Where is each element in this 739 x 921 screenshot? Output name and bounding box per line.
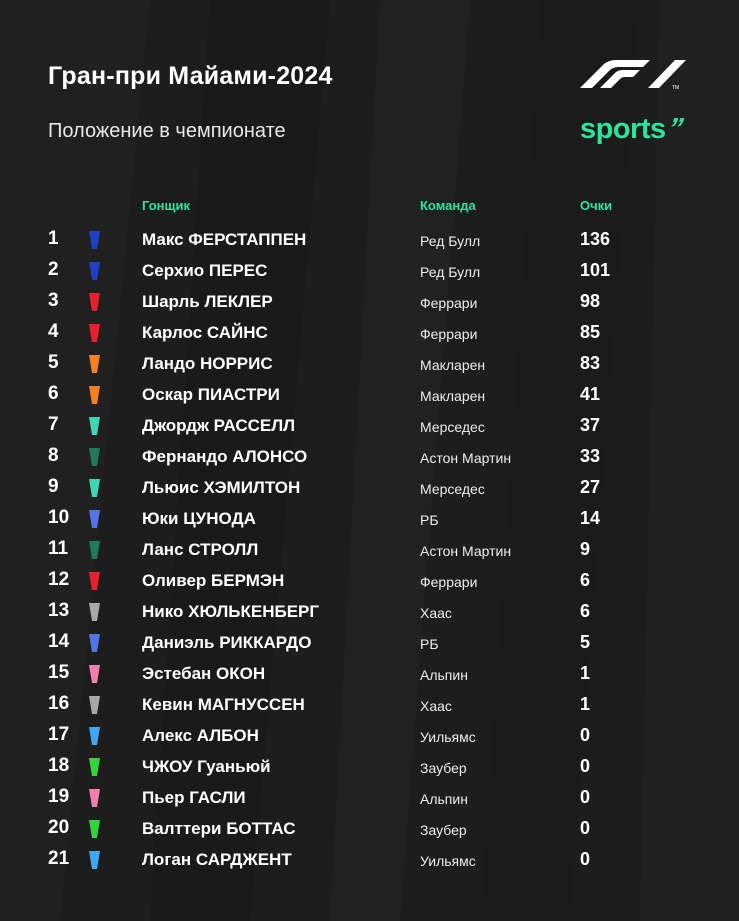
table-row: [0, 596, 739, 627]
position-number: 14: [48, 631, 70, 652]
team-color-icon: [86, 386, 102, 404]
team-color-icon: [86, 634, 102, 652]
table-row: [0, 224, 739, 255]
driver-name: Ландо НОРРИС: [142, 354, 273, 373]
points-value: 136: [580, 229, 611, 249]
points-value: 0: [580, 756, 591, 776]
team-color-icon: [86, 696, 102, 714]
team-color-icon: [86, 293, 102, 311]
driver-name: Фернандо АЛОНСО: [142, 447, 308, 466]
points-value: 1: [580, 663, 591, 683]
points-value: 33: [580, 446, 601, 466]
table-row: [0, 503, 739, 534]
driver-name: Серхио ПЕРЕС: [142, 261, 268, 280]
driver-name: Пьер ГАСЛИ: [142, 788, 246, 807]
team-name: Астон Мартин: [420, 450, 512, 466]
table-row: [0, 813, 739, 844]
position-number: 10: [48, 507, 70, 528]
table-row: [0, 689, 739, 720]
table-row: [0, 534, 739, 565]
position-number: 8: [48, 445, 59, 466]
team-color-icon: [86, 572, 102, 590]
points-value: 0: [580, 818, 591, 838]
table-row: [0, 720, 739, 751]
position-number: 18: [48, 755, 70, 776]
driver-name: Алекс АЛБОН: [142, 726, 259, 745]
position-number: 7: [48, 414, 59, 435]
driver-name: Логан САРДЖЕНТ: [142, 850, 292, 869]
position-number: 3: [48, 290, 59, 311]
points-value: 0: [580, 849, 591, 869]
points-value: 37: [580, 415, 601, 435]
f1-logo-icon: [578, 58, 688, 90]
team-name: Мерседес: [420, 419, 485, 435]
team-color-icon: [86, 510, 102, 528]
team-color-icon: [86, 479, 102, 497]
points-value: 6: [580, 570, 591, 590]
team-name: Хаас: [420, 605, 452, 621]
driver-name: Джордж РАССЕЛЛ: [142, 416, 296, 435]
position-number: 13: [48, 600, 70, 621]
driver-name: Макс ФЕРСТАППЕН: [142, 230, 307, 249]
team-name: Хаас: [420, 698, 452, 714]
sports-logo-mark: ”: [661, 113, 688, 145]
team-name: Феррари: [420, 326, 478, 342]
position-number: 16: [48, 693, 70, 714]
driver-name: Эстебан ОКОН: [142, 664, 266, 683]
table-row: [0, 348, 739, 379]
team-name: Уильямс: [420, 853, 476, 869]
team-color-icon: [86, 324, 102, 342]
position-number: 2: [48, 259, 59, 280]
page-title: Гран-при Майами-2024: [48, 62, 333, 90]
column-header-points: Очки: [580, 198, 613, 213]
team-name: Уильямс: [420, 729, 476, 745]
driver-name: Валттери БОТТАС: [142, 819, 296, 838]
position-number: 20: [48, 817, 70, 838]
team-color-icon: [86, 541, 102, 559]
team-color-icon: [86, 758, 102, 776]
team-name: Ред Булл: [420, 233, 481, 249]
table-row: [0, 255, 739, 286]
team-name: Заубер: [420, 760, 467, 776]
team-name: Феррари: [420, 574, 478, 590]
driver-name: Оскар ПИАСТРИ: [142, 385, 280, 404]
sports-logo-text: sports: [580, 113, 666, 145]
team-name: РБ: [420, 636, 439, 652]
table-row: [0, 286, 739, 317]
team-color-icon: [86, 665, 102, 683]
table-row: [0, 751, 739, 782]
points-value: 9: [580, 539, 591, 559]
driver-name: Льюис ХЭМИЛТОН: [142, 478, 301, 497]
team-color-icon: [86, 448, 102, 466]
team-name: Астон Мартин: [420, 543, 512, 559]
table-row: [0, 844, 739, 875]
points-value: 5: [580, 632, 591, 652]
team-name: Мерседес: [420, 481, 485, 497]
points-value: 27: [580, 477, 601, 497]
team-color-icon: [86, 417, 102, 435]
table-row: [0, 317, 739, 348]
points-value: 41: [580, 384, 601, 404]
standings-table: [0, 224, 739, 875]
position-number: 21: [48, 848, 70, 869]
team-color-icon: [86, 231, 102, 249]
driver-name: Карлос САЙНС: [142, 323, 268, 342]
driver-name: Кевин МАГНУССЕН: [142, 695, 305, 714]
team-color-icon: [86, 820, 102, 838]
table-row: [0, 658, 739, 689]
team-color-icon: [86, 789, 102, 807]
column-header-team: Команда: [420, 198, 476, 213]
points-value: 101: [580, 260, 611, 280]
team-name: Ред Булл: [420, 264, 481, 280]
points-value: 85: [580, 322, 601, 342]
team-color-icon: [86, 355, 102, 373]
team-name: Феррари: [420, 295, 478, 311]
table-row: [0, 379, 739, 410]
table-row: [0, 782, 739, 813]
points-value: 0: [580, 787, 591, 807]
driver-name: Юки ЦУНОДА: [142, 509, 256, 528]
driver-name: Даниэль РИККАРДО: [142, 633, 312, 652]
points-value: 83: [580, 353, 601, 373]
table-row: [0, 627, 739, 658]
table-row: [0, 410, 739, 441]
points-value: 0: [580, 725, 591, 745]
team-name: Макларен: [420, 357, 486, 373]
position-number: 1: [48, 228, 59, 249]
points-value: 14: [580, 508, 601, 528]
position-number: 19: [48, 786, 70, 807]
team-color-icon: [86, 262, 102, 280]
table-row: [0, 472, 739, 503]
driver-name: Нико ХЮЛЬКЕНБЕРГ: [142, 602, 320, 621]
position-number: 12: [48, 569, 70, 590]
position-number: 17: [48, 724, 70, 745]
driver-name: ЧЖОУ Гуаньюй: [142, 757, 271, 776]
driver-name: Оливер БЕРМЭН: [142, 571, 285, 590]
driver-name: Ланс СТРОЛЛ: [142, 540, 259, 559]
points-value: 6: [580, 601, 591, 621]
team-name: Альпин: [420, 667, 468, 683]
column-header-driver: Гонщик: [142, 198, 190, 213]
position-number: 5: [48, 352, 59, 373]
position-number: 4: [48, 321, 59, 342]
position-number: 15: [48, 662, 70, 683]
team-color-icon: [86, 851, 102, 869]
svg-text:TM: TM: [672, 85, 680, 90]
position-number: 6: [48, 383, 59, 404]
table-row: [0, 565, 739, 596]
points-value: 98: [580, 291, 601, 311]
position-number: 11: [48, 538, 69, 559]
page-subtitle: Положение в чемпионате: [48, 120, 286, 142]
team-color-icon: [86, 603, 102, 621]
sports-logo: [580, 113, 688, 146]
driver-name: Шарль ЛЕКЛЕР: [142, 292, 273, 311]
team-color-icon: [86, 727, 102, 745]
team-name: Заубер: [420, 822, 467, 838]
team-name: Альпин: [420, 791, 468, 807]
table-row: [0, 441, 739, 472]
points-value: 1: [580, 694, 591, 714]
team-name: Макларен: [420, 388, 486, 404]
team-name: РБ: [420, 512, 439, 528]
position-number: 9: [48, 476, 59, 497]
